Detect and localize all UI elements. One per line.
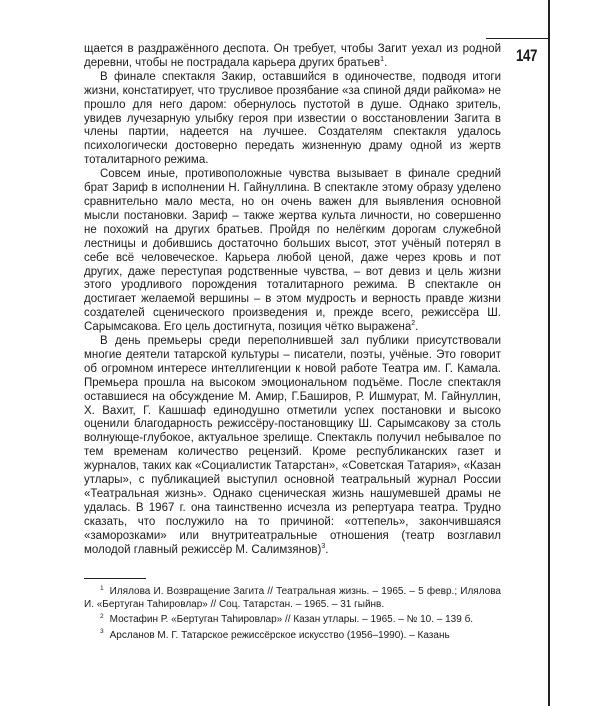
margin-rule-horizontal: [486, 38, 548, 39]
footnote-text: Илялова И. Возвращение Загита // Театральная жизнь. – 1965. – 5 февр.; Илялова И. «Бертуган Таһировлар» // Соц. Татарстан. – 1965. – 31 гыйнв.: [84, 586, 501, 610]
footnote-text: Арсланов М. Г. Татарское режиссёрское искусство (1956–1990). – Казань: [109, 629, 450, 641]
footnote-number: 1: [100, 584, 104, 592]
footnote-ref[interactable]: 3: [321, 542, 326, 550]
footnote: [84, 630, 501, 643]
paragraph-text: .: [415, 321, 419, 334]
paragraph: [84, 168, 501, 335]
footnotes: [84, 586, 501, 645]
paragraph-text: В день премьеры среди переполнившей зал публики присутствовали многие деятели татарской культуры – писатели, поэты, учёные. Это говорит об огромном интересе интеллигенции к новой работе Театра им. Г. Камала. Премьера прошла на высоком эмоциональном подъёме. После спектакля оставшиеся на обсуждение М. Амир, Г.Баширов, Р. Ишмурат, М. Гайнуллин, Х. Вахит, Г. Кашшаф единодушно отметили успех постановки и высоко оценили благодарность режиссёру-постановщику Ш. Сарымсакову за столь волнующе-глубокое, актуальное зрелище. Спектакль получил небывалое по тем временам количество рецензий. Кроме республиканских газет и журналов, таких как «Социалистик Татарстан», «Советская Татария», «Казан утлары», с публикацией выступил основной театральный журнал России «Театральная жизнь». Однако сценическая жизнь нашумевшей драмы не удалась. В 1967 г. она таинственно исчезла из репертуара театра. Трудно сказать, что послужило на то причиной: «оттепель», закончившаяся «заморозками» или внутритеатральные отношения (театр возглавил молодой главный режиссёр М. Салимзянов): [84, 335, 501, 556]
page-number: 147: [516, 46, 537, 65]
body-text: [84, 43, 501, 558]
footnote-number: 3: [100, 628, 104, 636]
paragraph-text: .: [325, 543, 329, 556]
margin-rule-vertical: [548, 0, 550, 706]
paragraph: [84, 335, 501, 558]
footnote: [84, 614, 501, 627]
footnote-ref[interactable]: 2: [411, 320, 416, 328]
paragraph-text: щается в раздражённого деспота. Он требует, чтобы Загит уехал из родной деревни, чтобы не пострадала карьера других братьев: [84, 43, 501, 69]
footnote-separator: [84, 578, 146, 579]
paragraph: [84, 43, 501, 71]
paragraph-text: Совсем иные, противоположные чувства вызывает в финале средний брат Зариф в исполнении Н. Гайнуллина. В спектакле этому образу уделено сравнительно мало места, но он очень важен для выявления основной мысли постановки. Зариф – также жертва культа личности, но совершенно не похожий на других братьев. Пройдя по нелёгким дорогам служебной лестницы и добившись достаточно больших высот, этот учёный потерял в себе всё человеческое. Карьера любой ценой, даже через кровь и пот других, даже переступая родственные чувства, – вот девиз и цель жизни этого уродливого порождения тоталитарного режима. В спектакле он достигает желаемой вершины – в этом мудрость и верность правде жизни создателей сценического произведения и, прежде всего, режиссёра Ш. Сарымсакова. Его цель достигнута, позиция чётко выражена: [84, 168, 501, 334]
paragraph-text: .: [384, 56, 388, 69]
footnote-text: Мостафин Р. «Бертуган Таһировлар» // Казан утлары. – 1965. – № 10. – 139 б.: [109, 614, 474, 625]
footnote: [84, 586, 501, 611]
footnote-ref[interactable]: 1: [380, 56, 385, 64]
paragraph: [84, 71, 501, 168]
paragraph-text: В финале спектакля Закир, оставшийся в одиночестве, подводя итоги жизни, констатирует, что трусливое прозябание «за спиной дяди райкома» не прошло для него даром: обернулось пустотой в душе. Однако зритель, увидев лучезарную улыбку героя при известии о восстановлении Загита в члены партии, надеется на лучшее. Создателям спектакля удалось психологически достоверно передать жизненную драму одной из жертв тоталитарного режима.: [84, 70, 501, 167]
footnote-number: 2: [100, 612, 104, 620]
